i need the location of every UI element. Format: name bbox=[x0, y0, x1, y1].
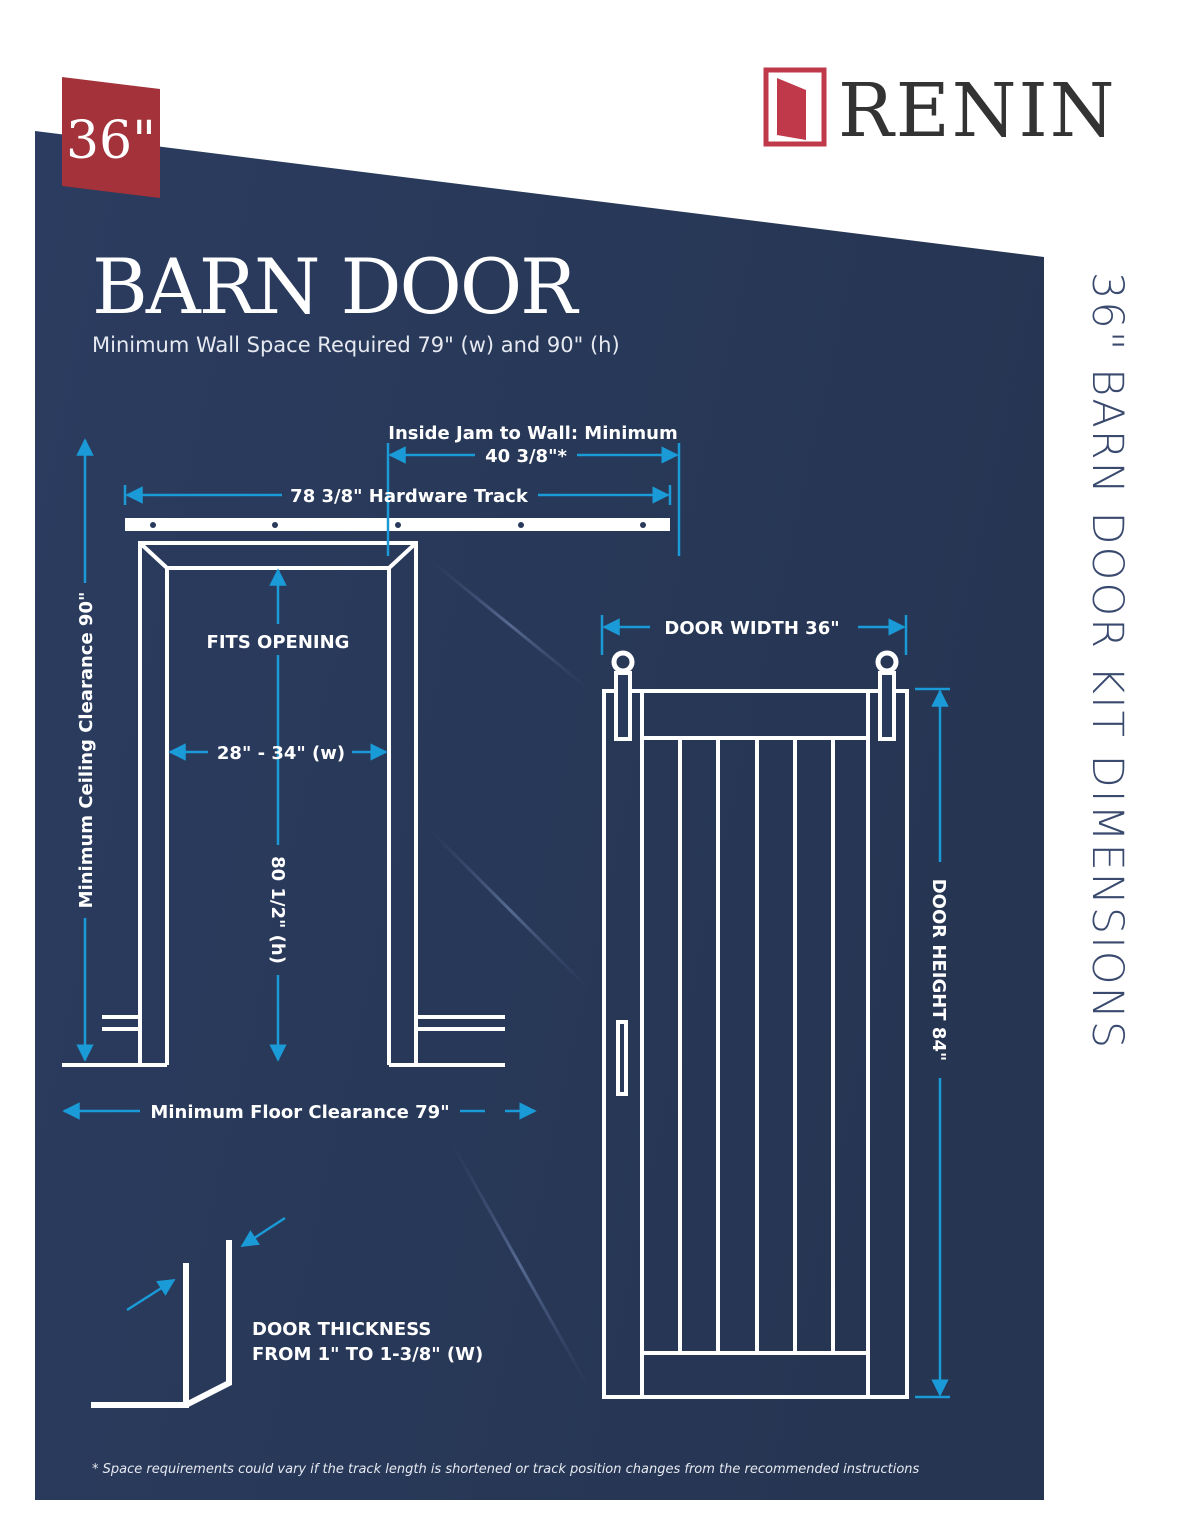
fits-opening-label: FITS OPENING bbox=[206, 632, 350, 653]
opening-height-label: 80 1/2" (h) bbox=[267, 856, 288, 964]
thickness-value: FROM 1" TO 1-3/8" (W) bbox=[252, 1344, 484, 1365]
door-handle bbox=[618, 1022, 626, 1094]
thickness-label: DOOR THICKNESS bbox=[252, 1319, 432, 1340]
brand-name: RENIN bbox=[838, 68, 1117, 154]
door-height-label: DOOR HEIGHT 84" bbox=[928, 878, 949, 1062]
size-badge bbox=[62, 77, 160, 198]
inside-jam-label: Inside Jam to Wall: Minimum bbox=[388, 423, 678, 444]
brand-logo bbox=[766, 68, 1116, 154]
floor-clearance-label: Minimum Floor Clearance 79" bbox=[150, 1102, 450, 1123]
size-badge-text: 36" bbox=[65, 111, 157, 171]
inside-jam-value: 40 3/8"* bbox=[485, 446, 567, 467]
opening-width-label: 28" - 34" (w) bbox=[216, 743, 346, 764]
footnote: * Space requirements could vary if the track length is shortened or track position changes from the recommended instructions bbox=[92, 1462, 920, 1477]
page-subtitle: Minimum Wall Space Required 79" (w) and 90" (h) bbox=[92, 333, 620, 357]
door-width-label: DOOR WIDTH 36" bbox=[664, 618, 840, 639]
hardware-track-label: 78 3/8" Hardware Track bbox=[290, 486, 528, 507]
ceiling-clearance-label: Minimum Ceiling Clearance 90" bbox=[76, 591, 97, 909]
page-title: BARN DOOR bbox=[92, 242, 576, 331]
side-title: 36" BARN DOOR KIT DIMENSIONS bbox=[1082, 272, 1132, 1051]
